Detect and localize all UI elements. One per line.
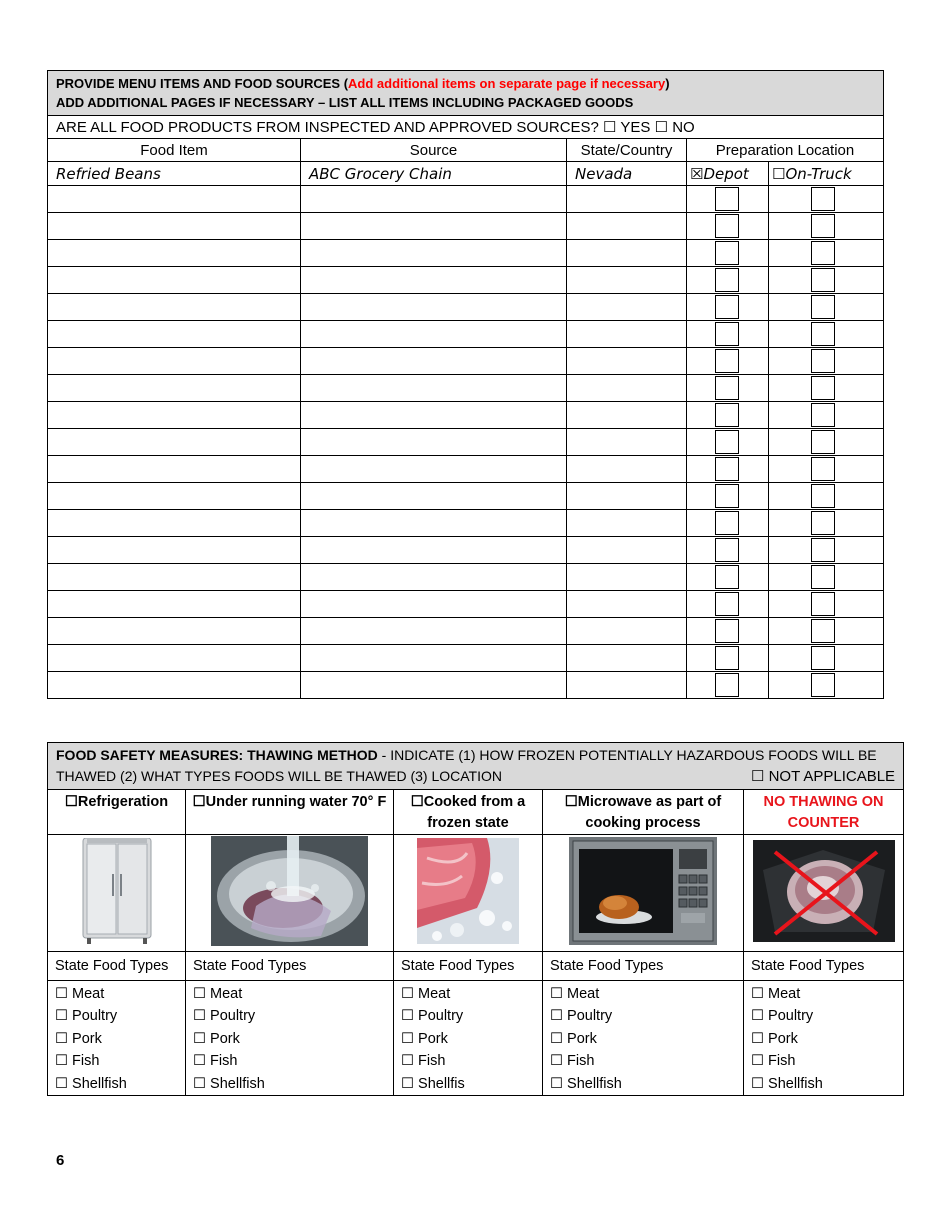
thawing-method-table xyxy=(47,742,904,1096)
table-row xyxy=(48,321,884,348)
microwave-photo xyxy=(569,837,717,945)
on-truck-checkbox[interactable] xyxy=(811,322,835,346)
state-country-field[interactable] xyxy=(567,618,687,645)
state-food-types-label: State Food Types xyxy=(186,952,394,981)
table-row xyxy=(48,645,884,672)
running-water-image-cell xyxy=(186,835,394,952)
food-type-checkbox[interactable]: ☐ Meat xyxy=(401,986,451,1002)
sample-state-country: Nevada xyxy=(567,162,687,186)
on-truck-checkbox[interactable] xyxy=(811,484,835,508)
source-field[interactable] xyxy=(301,429,567,456)
food-type-checkbox[interactable]: ☐ Pork xyxy=(751,1030,798,1047)
on-truck-cell xyxy=(769,672,884,699)
food-type-checkbox[interactable]: ☐ Pork xyxy=(55,1030,102,1047)
table-row xyxy=(48,348,884,375)
table-row xyxy=(48,483,884,510)
food-type-checkbox[interactable]: ☐ Poultry xyxy=(193,1008,256,1025)
col-state-country: State/Country xyxy=(567,139,687,162)
food-type-checkbox[interactable]: ☐ Meat xyxy=(55,986,105,1002)
table-row xyxy=(48,510,884,537)
on-truck-cell xyxy=(769,618,884,645)
no-counter-image-cell xyxy=(744,835,904,952)
method-microwave-checkbox[interactable]: ☐Microwave as part of cooking process xyxy=(543,790,744,835)
food-item-field[interactable] xyxy=(48,564,301,591)
on-truck-checkbox[interactable] xyxy=(811,349,835,373)
state-country-field[interactable] xyxy=(567,186,687,213)
depot-cell xyxy=(687,348,769,375)
depot-cell xyxy=(687,564,769,591)
depot-checkbox[interactable] xyxy=(715,187,739,211)
food-item-field[interactable] xyxy=(48,510,301,537)
on-truck-checkbox[interactable] xyxy=(811,295,835,319)
menu-items-table xyxy=(47,70,884,699)
food-type-checkbox[interactable]: ☐ Shellfish xyxy=(193,1075,265,1092)
refrigerator-image-cell xyxy=(48,835,186,952)
source-field[interactable] xyxy=(301,375,567,402)
on-truck-cell xyxy=(769,591,884,618)
state-country-field[interactable] xyxy=(567,348,687,375)
food-type-checkbox[interactable]: ☐ Poultry xyxy=(55,1008,118,1025)
depot-checkbox[interactable] xyxy=(715,538,739,562)
depot-checkbox[interactable] xyxy=(715,484,739,508)
on-truck-checkbox[interactable] xyxy=(811,673,835,697)
table-row xyxy=(48,402,884,429)
food-item-field[interactable] xyxy=(48,213,301,240)
depot-checkbox[interactable] xyxy=(715,295,739,319)
thaw-header-text: - INDICATE (1) HOW FROZEN POTENTIALLY HAZARDOUS FOODS WILL BE THAWED (2) WHAT TYPES FOODS WILL BE THAWED (3) LOCATION xyxy=(56,747,877,784)
food-type-checkbox[interactable]: ☐ Pork xyxy=(550,1030,597,1047)
on-truck-cell xyxy=(769,267,884,294)
thaw-header-title: FOOD SAFETY MEASURES: THAWING METHOD xyxy=(56,747,378,763)
on-truck-checkbox[interactable] xyxy=(811,511,835,535)
state-country-field[interactable] xyxy=(567,537,687,564)
on-truck-checkbox[interactable] xyxy=(811,646,835,670)
depot-checkbox[interactable] xyxy=(715,403,739,427)
source-field[interactable] xyxy=(301,483,567,510)
on-truck-cell xyxy=(769,213,884,240)
menu-section-header xyxy=(48,71,884,116)
no-counter-thawing-warning: NO THAWING ON COUNTER xyxy=(744,790,904,835)
table-row xyxy=(48,672,884,699)
menu-column-headers xyxy=(48,139,884,162)
source-field[interactable] xyxy=(301,213,567,240)
depot-cell xyxy=(687,294,769,321)
menu-header-line1-prefix: PROVIDE MENU ITEMS AND FOOD SOURCES ( xyxy=(56,76,349,91)
table-row xyxy=(48,429,884,456)
food-type-checkbox[interactable]: ☐ Pork xyxy=(401,1030,448,1047)
food-type-checkbox[interactable]: ☐ Fish xyxy=(550,1053,595,1070)
table-row xyxy=(48,213,884,240)
depot-checkbox[interactable] xyxy=(715,592,739,616)
state-country-field[interactable] xyxy=(567,267,687,294)
food-type-checkbox[interactable]: ☐ Fish xyxy=(55,1053,100,1070)
on-truck-checkbox[interactable] xyxy=(811,241,835,265)
no-counter-thawing-photo xyxy=(753,840,895,942)
state-country-field[interactable] xyxy=(567,564,687,591)
on-truck-cell xyxy=(769,564,884,591)
method-running-water-checkbox[interactable]: ☐Under running water 70° F xyxy=(186,790,394,835)
food-item-field[interactable] xyxy=(48,483,301,510)
depot-checkbox[interactable] xyxy=(715,565,739,589)
food-type-options-cell xyxy=(543,981,744,1096)
table-row xyxy=(48,267,884,294)
state-food-types-row xyxy=(48,952,904,981)
source-field[interactable] xyxy=(301,618,567,645)
depot-checkbox[interactable] xyxy=(715,376,739,400)
on-truck-checkbox[interactable] xyxy=(811,565,835,589)
on-truck-cell xyxy=(769,186,884,213)
depot-checkbox[interactable] xyxy=(715,511,739,535)
food-item-field[interactable] xyxy=(48,375,301,402)
depot-cell xyxy=(687,537,769,564)
source-field[interactable] xyxy=(301,537,567,564)
depot-cell xyxy=(687,321,769,348)
food-type-checkbox[interactable]: ☐ Poultry xyxy=(550,1008,613,1025)
depot-cell xyxy=(687,456,769,483)
state-country-field[interactable] xyxy=(567,375,687,402)
food-item-field[interactable] xyxy=(48,294,301,321)
sample-on-truck-checkbox[interactable]: ☐On-Truck xyxy=(769,162,884,186)
food-type-checkbox[interactable]: ☐ Meat xyxy=(751,986,801,1002)
food-item-field[interactable] xyxy=(48,618,301,645)
on-truck-cell xyxy=(769,240,884,267)
food-item-field[interactable] xyxy=(48,456,301,483)
food-item-field[interactable] xyxy=(48,267,301,294)
food-type-checkbox[interactable]: ☐ Shellfish xyxy=(751,1075,823,1092)
running-water-photo xyxy=(211,836,368,946)
on-truck-checkbox[interactable] xyxy=(811,268,835,292)
food-item-field[interactable] xyxy=(48,348,301,375)
depot-checkbox[interactable] xyxy=(715,646,739,670)
food-type-checkbox[interactable]: ☐ Meat xyxy=(193,986,243,1002)
on-truck-cell xyxy=(769,429,884,456)
on-truck-cell xyxy=(769,456,884,483)
depot-checkbox[interactable] xyxy=(715,457,739,481)
depot-cell xyxy=(687,267,769,294)
table-row xyxy=(48,375,884,402)
food-type-options-cell xyxy=(744,981,904,1096)
food-item-field[interactable] xyxy=(48,321,301,348)
col-food-item: Food Item xyxy=(48,139,301,162)
food-item-field[interactable] xyxy=(48,537,301,564)
microwave-image-cell xyxy=(543,835,744,952)
table-row xyxy=(48,294,884,321)
food-type-options-cell xyxy=(186,981,394,1096)
on-truck-checkbox[interactable] xyxy=(811,403,835,427)
food-item-field[interactable] xyxy=(48,402,301,429)
food-type-checkbox[interactable]: ☐ Meat xyxy=(550,986,600,1002)
source-field[interactable] xyxy=(301,456,567,483)
on-truck-cell xyxy=(769,483,884,510)
depot-checkbox[interactable] xyxy=(715,268,739,292)
on-truck-checkbox[interactable] xyxy=(811,538,835,562)
food-item-field[interactable] xyxy=(48,591,301,618)
state-country-field[interactable] xyxy=(567,402,687,429)
frozen-meat-image-cell xyxy=(394,835,543,952)
depot-checkbox[interactable] xyxy=(715,619,739,643)
depot-cell xyxy=(687,402,769,429)
source-field[interactable] xyxy=(301,591,567,618)
state-country-field[interactable] xyxy=(567,429,687,456)
food-type-checkbox[interactable]: ☐ Shellfish xyxy=(550,1075,622,1092)
table-row xyxy=(48,240,884,267)
state-country-field[interactable] xyxy=(567,240,687,267)
depot-cell xyxy=(687,213,769,240)
on-truck-cell xyxy=(769,375,884,402)
table-row xyxy=(48,591,884,618)
sample-depot-checkbox[interactable]: ☒Depot xyxy=(687,162,769,186)
food-item-field[interactable] xyxy=(48,240,301,267)
on-truck-cell xyxy=(769,402,884,429)
food-type-options-cell xyxy=(394,981,543,1096)
food-type-checkbox[interactable]: ☐ Shellfis xyxy=(401,1075,465,1092)
state-country-field[interactable] xyxy=(567,213,687,240)
on-truck-checkbox[interactable] xyxy=(811,430,835,454)
depot-checkbox[interactable] xyxy=(715,349,739,373)
depot-checkbox[interactable] xyxy=(715,430,739,454)
food-type-checkbox[interactable]: ☐ Pork xyxy=(193,1030,240,1047)
blank-entry-rows xyxy=(48,186,884,699)
state-country-field[interactable] xyxy=(567,591,687,618)
source-field[interactable] xyxy=(301,294,567,321)
depot-checkbox[interactable] xyxy=(715,241,739,265)
not-applicable-checkbox[interactable]: ☐ NOT APPLICABLE xyxy=(750,768,896,785)
food-item-field[interactable] xyxy=(48,645,301,672)
food-item-field[interactable] xyxy=(48,186,301,213)
source-field[interactable] xyxy=(301,348,567,375)
on-truck-checkbox[interactable] xyxy=(811,214,835,238)
state-country-field[interactable] xyxy=(567,483,687,510)
food-type-checkbox[interactable]: ☐ Poultry xyxy=(751,1008,814,1025)
depot-checkbox[interactable] xyxy=(715,673,739,697)
method-refrigeration-checkbox[interactable]: ☐Refrigeration xyxy=(48,790,186,835)
table-row xyxy=(48,537,884,564)
approved-sources-question[interactable]: ARE ALL FOOD PRODUCTS FROM INSPECTED AND APPROVED SOURCES? ☐ YES ☐ NO xyxy=(48,116,884,139)
food-item-field[interactable] xyxy=(48,672,301,699)
food-type-options-row xyxy=(48,981,904,1096)
state-country-field[interactable] xyxy=(567,510,687,537)
depot-cell xyxy=(687,618,769,645)
source-field[interactable] xyxy=(301,186,567,213)
on-truck-cell xyxy=(769,348,884,375)
source-field[interactable] xyxy=(301,321,567,348)
source-field[interactable] xyxy=(301,402,567,429)
depot-cell xyxy=(687,429,769,456)
depot-checkbox[interactable] xyxy=(715,322,739,346)
food-type-checkbox[interactable]: ☐ Fish xyxy=(401,1053,446,1070)
on-truck-cell xyxy=(769,294,884,321)
on-truck-checkbox[interactable] xyxy=(811,457,835,481)
method-cooked-frozen-checkbox[interactable]: ☐Cooked from a frozen state xyxy=(394,790,543,835)
sample-source: ABC Grocery Chain xyxy=(301,162,567,186)
depot-cell xyxy=(687,591,769,618)
food-type-options-cell xyxy=(48,981,186,1096)
state-food-types-label: State Food Types xyxy=(394,952,543,981)
depot-cell xyxy=(687,483,769,510)
col-prep-location: Preparation Location xyxy=(687,139,884,162)
table-row xyxy=(48,618,884,645)
thaw-method-images xyxy=(48,835,904,952)
on-truck-cell xyxy=(769,645,884,672)
state-country-field[interactable] xyxy=(567,294,687,321)
depot-cell xyxy=(687,510,769,537)
state-food-types-label: State Food Types xyxy=(744,952,904,981)
source-field[interactable] xyxy=(301,240,567,267)
depot-checkbox[interactable] xyxy=(715,214,739,238)
depot-cell xyxy=(687,672,769,699)
food-type-checkbox[interactable]: ☐ Poultry xyxy=(401,1008,464,1025)
col-source: Source xyxy=(301,139,567,162)
source-field[interactable] xyxy=(301,510,567,537)
depot-cell xyxy=(687,375,769,402)
menu-header-red-note: Add additional items on separate page if necessary xyxy=(348,76,666,91)
source-field[interactable] xyxy=(301,645,567,672)
on-truck-checkbox[interactable] xyxy=(811,187,835,211)
on-truck-checkbox[interactable] xyxy=(811,592,835,616)
table-row xyxy=(48,456,884,483)
food-type-checkbox[interactable]: ☐ Shellfish xyxy=(55,1075,127,1092)
thaw-method-labels xyxy=(48,790,904,835)
food-item-field[interactable] xyxy=(48,429,301,456)
source-field[interactable] xyxy=(301,267,567,294)
state-country-field[interactable] xyxy=(567,672,687,699)
on-truck-cell xyxy=(769,321,884,348)
depot-cell xyxy=(687,645,769,672)
source-field[interactable] xyxy=(301,672,567,699)
sample-row xyxy=(48,162,884,186)
depot-cell xyxy=(687,186,769,213)
state-country-field[interactable] xyxy=(567,645,687,672)
state-food-types-label: State Food Types xyxy=(543,952,744,981)
food-type-checkbox[interactable]: ☐ Fish xyxy=(751,1053,796,1070)
menu-header-line2: ADD ADDITIONAL PAGES IF NECESSARY – LIST ALL ITEMS INCLUDING PACKAGED GOODS xyxy=(56,95,634,110)
on-truck-checkbox[interactable] xyxy=(811,619,835,643)
refrigerator-photo xyxy=(77,838,157,944)
state-country-field[interactable] xyxy=(567,321,687,348)
frozen-meat-photo xyxy=(417,838,519,944)
state-food-types-label: State Food Types xyxy=(48,952,186,981)
on-truck-cell xyxy=(769,510,884,537)
thaw-section-header xyxy=(48,743,904,790)
sample-food-item: Refried Beans xyxy=(48,162,301,186)
source-field[interactable] xyxy=(301,564,567,591)
page-number: 6 xyxy=(56,1152,65,1169)
state-country-field[interactable] xyxy=(567,456,687,483)
table-row xyxy=(48,564,884,591)
on-truck-checkbox[interactable] xyxy=(811,376,835,400)
depot-cell xyxy=(687,240,769,267)
menu-header-line1-suffix: ) xyxy=(665,76,670,91)
on-truck-cell xyxy=(769,537,884,564)
table-row xyxy=(48,186,884,213)
food-type-checkbox[interactable]: ☐ Fish xyxy=(193,1053,238,1070)
